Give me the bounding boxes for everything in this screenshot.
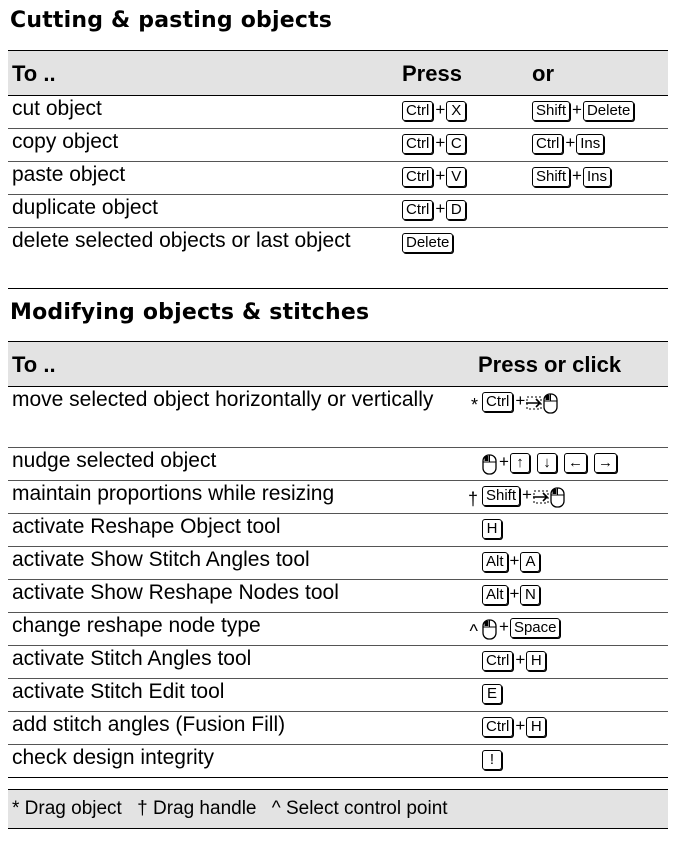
key-ctrl: Ctrl: [482, 651, 513, 671]
action-label: maintain proportions while resizing: [8, 481, 458, 514]
key-ctrl: Ctrl: [532, 134, 563, 154]
table-row: [8, 547, 668, 580]
header-press: Press: [398, 51, 528, 96]
arrow-left-key: ←: [564, 453, 587, 473]
key-delete: Delete: [402, 233, 453, 253]
key-ctrl: Ctrl: [482, 717, 513, 737]
press-or-click: [458, 679, 668, 712]
modify-table: [8, 341, 668, 778]
footnote-mark: †: [467, 489, 478, 509]
plus-sign: +: [435, 166, 446, 185]
key-shift: Shift: [532, 101, 570, 121]
action-label: nudge selected object: [8, 448, 458, 481]
table-row: [8, 514, 668, 547]
alt-keys: [528, 96, 668, 129]
key-ctrl: Ctrl: [482, 392, 513, 412]
table-row: [8, 646, 668, 679]
arrow-up-key: ↑: [510, 453, 530, 473]
cut-paste-table: [8, 50, 668, 289]
arrow-right-key: →: [594, 453, 617, 473]
table-row: [8, 679, 668, 712]
footnote-select-point: ^ Select control point: [271, 798, 448, 819]
press-keys: [398, 129, 528, 162]
plus-sign: +: [572, 100, 582, 119]
press-keys: [398, 162, 528, 195]
press-keys: [398, 195, 528, 228]
key-x: X: [446, 101, 466, 121]
key-h: H: [482, 519, 502, 539]
action-label: paste object: [8, 162, 398, 195]
key-ctrl: Ctrl: [402, 200, 433, 220]
action-label: duplicate object: [8, 195, 398, 228]
footnote-mark: *: [470, 395, 478, 415]
press-or-click: [458, 613, 668, 646]
section-title-modify: Modifying objects & stitches: [10, 300, 370, 325]
press-or-click: [458, 712, 668, 745]
section-title-cut-paste: Cutting & pasting objects: [10, 8, 333, 33]
mouse-icon: [482, 453, 498, 475]
table-row: [8, 387, 668, 448]
press-or-click: [458, 646, 668, 679]
key-exclamation: !: [482, 750, 502, 770]
alt-keys: [528, 228, 668, 289]
plus-sign: +: [522, 485, 532, 504]
footnote-drag-object: * Drag object: [12, 798, 122, 819]
footnote: [8, 789, 668, 829]
key-ctrl: Ctrl: [402, 101, 433, 121]
press-or-click: [458, 448, 668, 481]
key-h: H: [526, 717, 546, 737]
plus-sign: +: [509, 584, 520, 603]
arrow-down-key: ↓: [537, 453, 557, 473]
table-header-row: [8, 51, 668, 96]
table-row: [8, 96, 668, 129]
plus-sign: +: [435, 133, 446, 152]
press-or-click: [458, 580, 668, 613]
alt-keys: [528, 162, 668, 195]
header-to: To ..: [8, 342, 458, 387]
key-e: E: [482, 684, 502, 704]
key-alt: Alt: [482, 552, 508, 572]
plus-sign: +: [499, 452, 509, 471]
press-or-click: [458, 745, 668, 778]
action-label: activate Stitch Edit tool: [8, 679, 458, 712]
plus-sign: +: [572, 166, 582, 185]
table-header-row: [8, 342, 668, 387]
press-or-click: [458, 481, 668, 514]
action-label: activate Stitch Angles tool: [8, 646, 458, 679]
key-v: V: [446, 167, 466, 187]
press-or-click: [458, 387, 668, 448]
action-label: add stitch angles (Fusion Fill): [8, 712, 458, 745]
plus-sign: +: [435, 199, 446, 218]
footnote-mark: ^: [469, 621, 478, 641]
key-ctrl: Ctrl: [402, 167, 433, 187]
table-row: [8, 745, 668, 778]
key-alt: Alt: [482, 585, 508, 605]
plus-sign: +: [509, 551, 520, 570]
plus-sign: +: [515, 716, 526, 735]
key-ins: Ins: [583, 167, 611, 187]
mouse-icon: [482, 618, 498, 640]
key-a: A: [520, 552, 540, 572]
table-row: [8, 129, 668, 162]
action-label: activate Show Stitch Angles tool: [8, 547, 458, 580]
press-keys: [398, 96, 528, 129]
header-press-or-click: Press or click: [458, 342, 668, 387]
alt-keys: [528, 195, 668, 228]
plus-sign: +: [515, 391, 526, 410]
header-or: or: [528, 51, 668, 96]
key-space: Space: [510, 618, 561, 638]
press-or-click: [458, 547, 668, 580]
table-row: [8, 195, 668, 228]
key-ins: Ins: [576, 134, 604, 154]
plus-sign: +: [565, 133, 576, 152]
key-n: N: [520, 585, 540, 605]
action-label: cut object: [8, 96, 398, 129]
footnote-drag-handle: † Drag handle: [137, 798, 257, 819]
header-to: To ..: [8, 51, 398, 96]
key-ctrl: Ctrl: [402, 134, 433, 154]
press-or-click: [458, 514, 668, 547]
table-row: [8, 448, 668, 481]
key-shift: Shift: [532, 167, 570, 187]
key-c: C: [446, 134, 466, 154]
plus-sign: +: [435, 100, 446, 119]
key-h: H: [526, 651, 546, 671]
action-label: delete selected objects or last object: [8, 228, 398, 289]
key-delete: Delete: [583, 101, 634, 121]
table-row: [8, 228, 668, 289]
press-keys: [398, 228, 528, 289]
plus-sign: +: [499, 617, 509, 636]
action-label: copy object: [8, 129, 398, 162]
drag-mouse-icon: [526, 392, 560, 414]
action-label: change reshape node type: [8, 613, 458, 646]
key-shift: Shift: [482, 486, 520, 506]
drag-mouse-icon: [533, 486, 567, 508]
action-label: activate Reshape Object tool: [8, 514, 458, 547]
action-label: move selected object horizontally or vertically: [8, 387, 458, 448]
table-row: [8, 613, 668, 646]
key-d: D: [446, 200, 466, 220]
plus-sign: +: [515, 650, 526, 669]
table-row: [8, 481, 668, 514]
alt-keys: [528, 129, 668, 162]
table-row: [8, 712, 668, 745]
action-label: activate Show Reshape Nodes tool: [8, 580, 458, 613]
table-row: [8, 162, 668, 195]
action-label: check design integrity: [8, 745, 458, 778]
table-row: [8, 580, 668, 613]
